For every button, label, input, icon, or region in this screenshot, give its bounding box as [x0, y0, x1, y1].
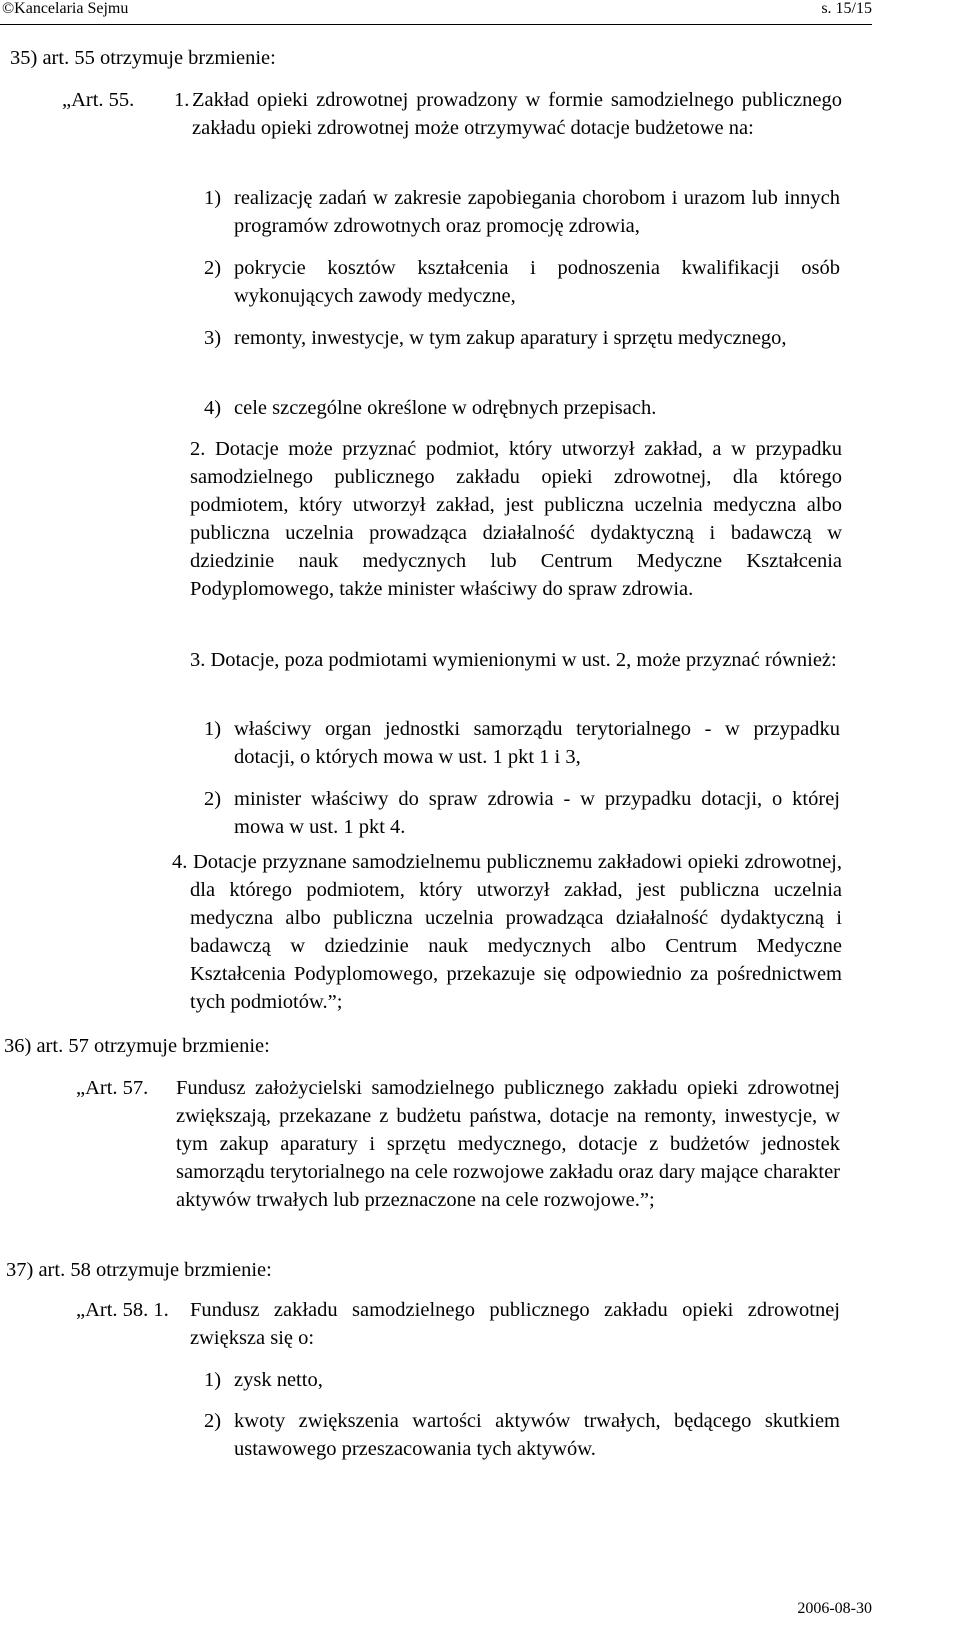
art55-ust1-pkt2-number: 2) — [204, 257, 222, 279]
art57-text: Fundusz założycielski samodzielnego publicznego zakładu opieki zdrowotnej zwiększają, przekazane z budżetu państwa, dotacje na remonty, inwestycje, w tym zakup aparatury i sprzętu medycznego, dotacje z budżetów jednostek samorządu terytorialnego na cele rozwojowe zakładu oraz dary mające charakter aktywów trwałych lub przeznaczone na cele rozwojowe.”; — [176, 1077, 840, 1211]
art58-pkt1: zysk netto, — [234, 1369, 323, 1391]
art58-ust1-text: Fundusz zakładu samodzielnego publicznego zakładu opieki zdrowotnej zwiększa się o: — [190, 1299, 840, 1349]
art58-pkt2: kwoty zwiększenia wartości aktywów trwałych, będącego skutkiem ustawowego przeszacowania tych aktywów. — [234, 1410, 840, 1460]
art58-pkt1-number: 1) — [204, 1369, 222, 1391]
art55-ust1-pkt3: remonty, inwestycje, w tym zakup aparatury i sprzętu medycznego, — [234, 327, 787, 349]
art55-ust1-pkt1-number: 1) — [204, 187, 222, 209]
art55-ust1-pkt2: pokrycie kosztów kształcenia i podnoszenia kwalifikacji osób wykonujących zawody medyczne, — [234, 257, 840, 307]
header-source: ©Kancelaria Sejmu — [2, 0, 129, 17]
art55-ust3-pkt2: minister właściwy do spraw zdrowia - w przypadku dotacji, o której mowa w ust. 1 pkt 4. — [234, 788, 840, 838]
art55-ust1-text: Zakład opieki zdrowotnej prowadzony w formie samodzielnego publicznego zakładu opieki zdrowotnej może otrzymywać dotacje budżetowe na: — [192, 89, 842, 139]
art55-ust4: 4. Dotacje przyznane samodzielnemu publicznemu zakładowi opieki zdrowotnej, dla którego podmiotem, który utworzył zakład, jest publiczna uczelnia medyczna albo publiczna uczelnia prowadząca działalność dydaktyczną i badawczą w dziedzinie nauk medycznych albo Centrum Medyczne Kształcenia Podyplomowego, przekazuje się odpowiednio za pośrednictwem tych podmiotów.”; — [172, 851, 842, 1013]
footer-date: 2006-08-30 — [797, 1600, 872, 1617]
art57-heading: „Art. 57. — [76, 1077, 149, 1099]
amendment-35-intro: 35) art. 55 otrzymuje brzmienie: — [10, 47, 276, 69]
amendment-36-intro: 36) art. 57 otrzymuje brzmienie: — [4, 1035, 270, 1057]
art55-ust1-pkt3-number: 3) — [204, 327, 222, 349]
art55-ust3-pkt2-number: 2) — [204, 788, 222, 810]
art58-heading: „Art. 58. 1. — [76, 1299, 169, 1321]
art55-ust2: 2. Dotacje może przyznać podmiot, który utworzył zakład, a w przypadku samodzielnego publicznego zakładu opieki zdrowotnej, dla którego podmiotem, który utworzył zakład, jest publiczna uczelnia medyczna albo publiczna uczelnia prowadząca działalność dydaktyczną i badawczą w dziedzinie nauk medycznych lub Centrum Medyczne Kształcenia Podyplomowego, także minister właściwy do spraw zdrowia. — [190, 438, 842, 600]
art58-pkt2-number: 2) — [204, 1410, 222, 1432]
art55-ust3-pkt1: właściwy organ jednostki samorządu terytorialnego - w przypadku dotacji, o których mowa w ust. 1 pkt 1 i 3, — [234, 718, 840, 768]
art55-ust3: 3. Dotacje, poza podmiotami wymienionymi w ust. 2, może przyznać również: — [190, 649, 837, 671]
art55-ust1-pkt1: realizację zadań w zakresie zapobiegania chorobom i urazom lub innych programów zdrowotnych oraz promocję zdrowia, — [234, 187, 840, 237]
art55-ust1-pkt4: cele szczególne określone w odrębnych przepisach. — [234, 397, 657, 419]
art55-ust1-pkt4-number: 4) — [204, 397, 222, 419]
art55-heading: „Art. 55. — [62, 89, 135, 111]
art55-ust1-number: 1. — [174, 89, 190, 111]
art55-ust3-pkt1-number: 1) — [204, 718, 222, 740]
amendment-37-intro: 37) art. 58 otrzymuje brzmienie: — [6, 1259, 272, 1281]
page-header — [0, 0, 872, 25]
header-page-number: s. 15/15 — [821, 0, 872, 17]
